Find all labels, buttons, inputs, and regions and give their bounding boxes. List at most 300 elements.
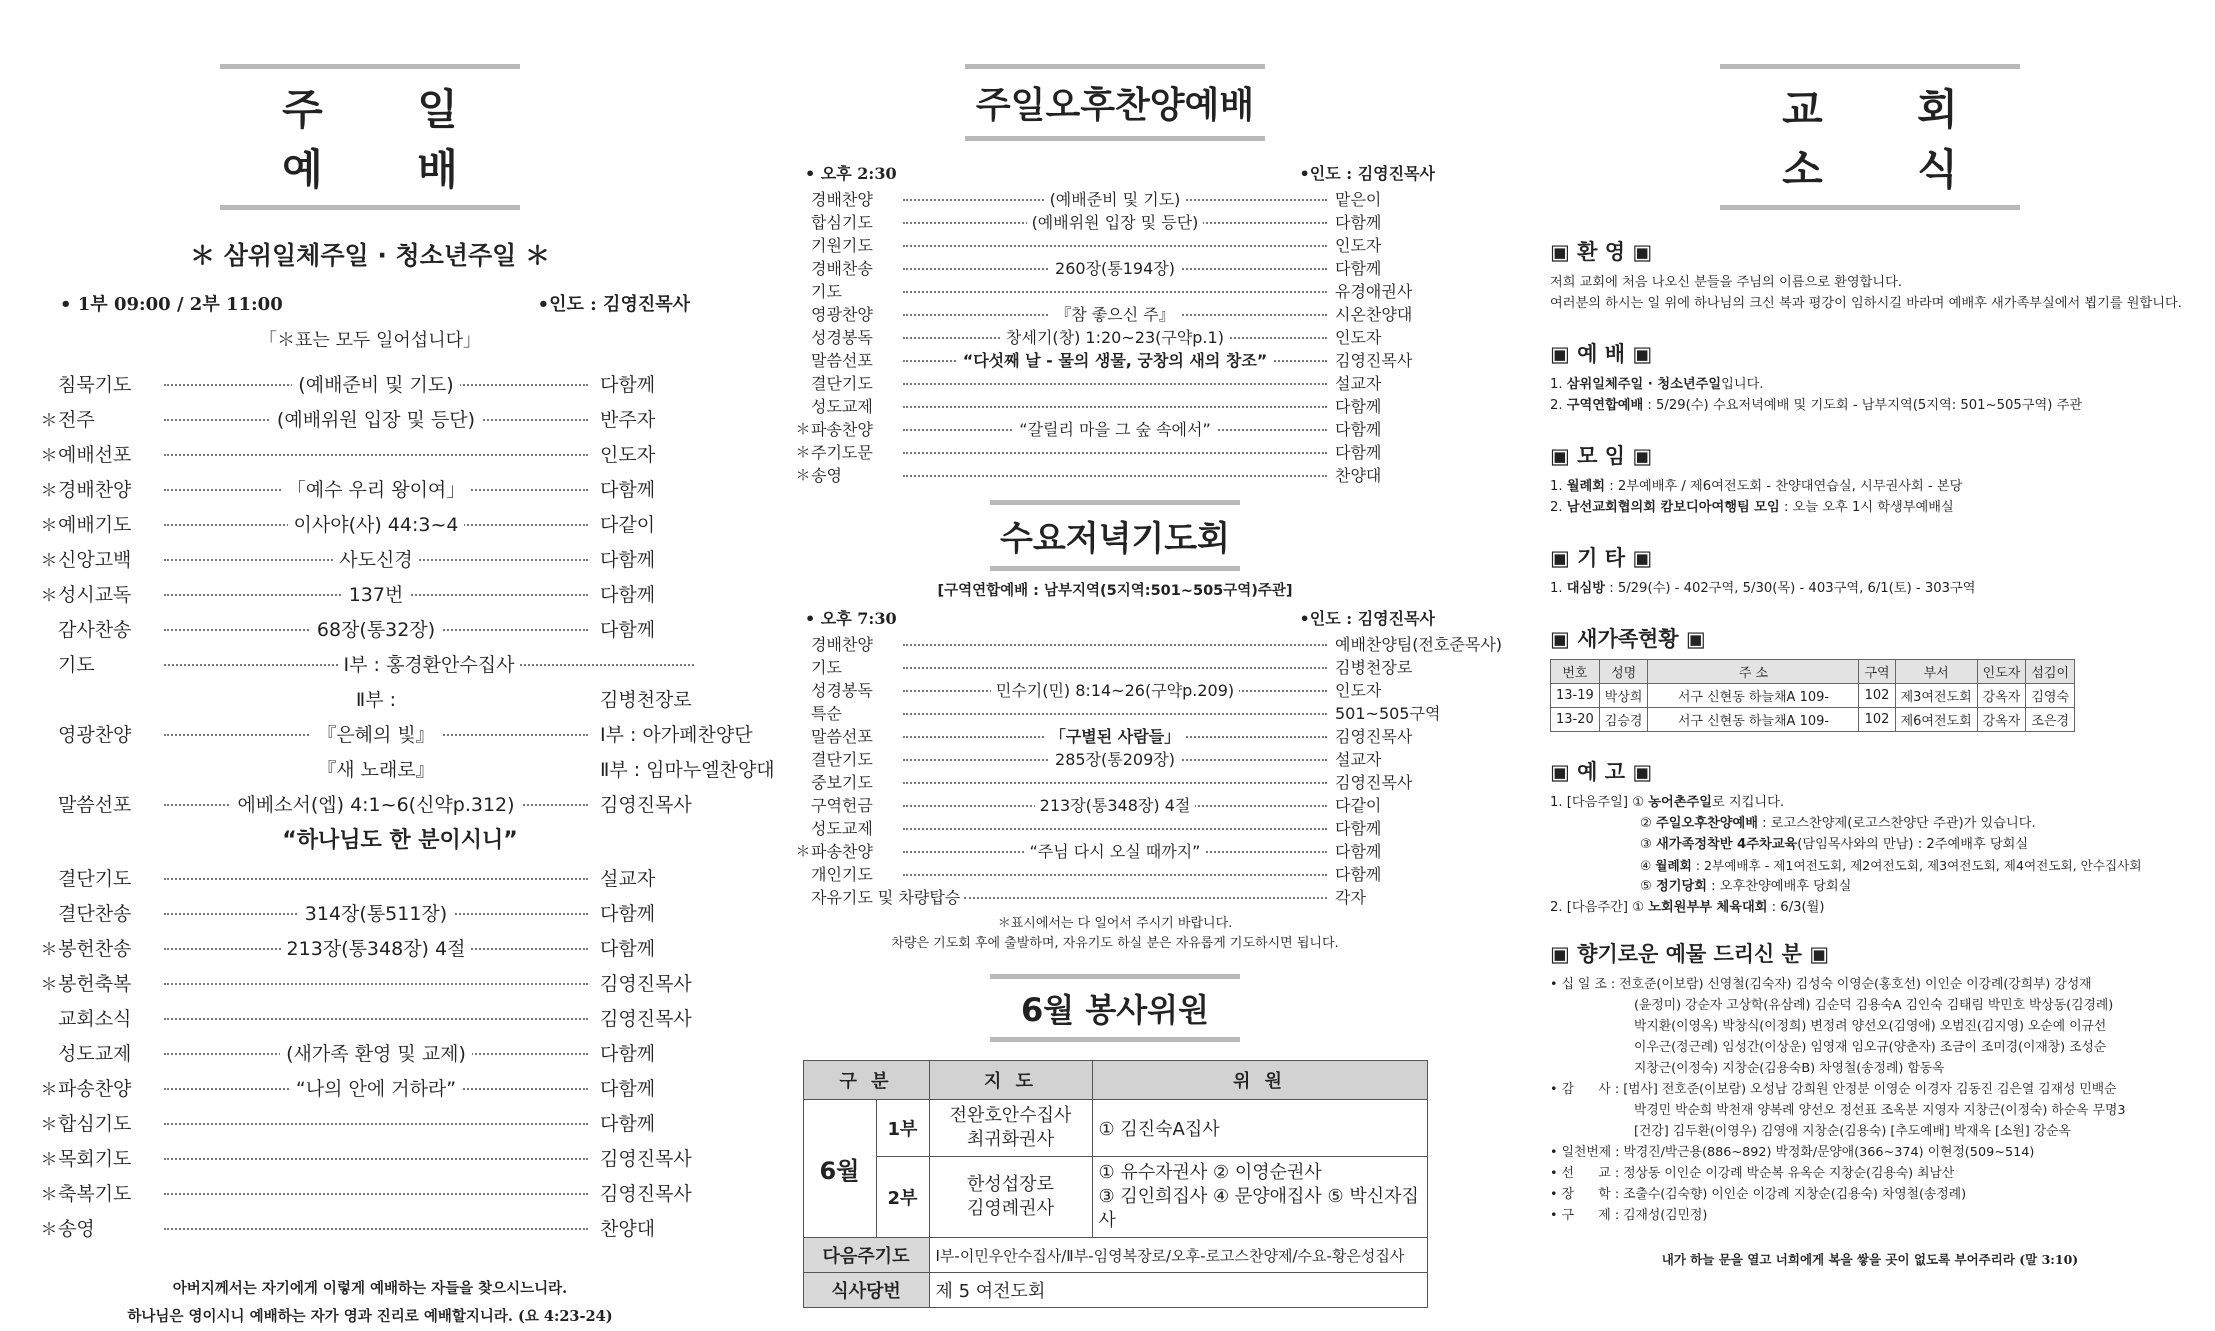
month-cell: 6월: [803, 1100, 876, 1238]
afternoon-time: • 오후 2:30: [805, 164, 897, 183]
order-item-name: 파송찬양: [811, 842, 873, 861]
order-dotted-leader: [158, 366, 594, 401]
new-family-heading: ▣ 새가족현황 ▣: [1550, 627, 1706, 651]
order-row: [795, 440, 1435, 463]
order-row: [795, 862, 1435, 885]
order-item-name: 결단기도: [811, 750, 873, 769]
order-item-leader: 다함께: [594, 899, 700, 926]
order-item-name: 결단기도: [811, 374, 873, 393]
verse-line-1: 아버지께서는 자기에게 이렇게 예배하는 자들을 찾으시느니라.: [172, 1280, 568, 1297]
meal-duty-label: 식사당번: [803, 1273, 929, 1308]
welcome-heading: ▣ 환 영 ▣: [1550, 240, 1653, 264]
order-row: [795, 632, 1503, 655]
closing-verse: 내가 하늘 문을 열고 너희에게 복을 쌓을 곳이 없도록 부어주리라 (말 3:10): [1661, 1252, 2079, 1267]
order-dotted-leader: [899, 747, 1331, 770]
order-row: [795, 839, 1435, 862]
order-item-name: 송영: [58, 1218, 95, 1240]
part1-members: ① 김진숙A집사: [1092, 1100, 1427, 1157]
other-line-1: 1. 대심방 : 5/29(수) - 402구역, 5/30(목) - 403구역, 6/1(토) - 303구역: [1550, 581, 1976, 596]
new-family-header: 구역: [1859, 660, 1895, 684]
afternoon-worship-title: 주일오후찬양예배: [975, 85, 1255, 126]
order-dotted-leader: [158, 930, 594, 965]
offering-burnt-1000: • 일천번제 : 박경진/박근용(886~892) 박정화/문양애(366~374) 이현정(509~514): [1550, 1145, 2035, 1160]
order-row: [40, 1000, 700, 1035]
order-item-leader: 다함께: [1331, 862, 1435, 885]
sunday-worship-column: [40, 0, 775, 1325]
order-item-detail: 이사야(사) 44:3~4: [288, 510, 465, 537]
offering-tithe-2: (윤정미) 강순자 고상학(유삼례) 김순덕 김용숙A 김인숙 김태림 박민호 박상동(김경례): [1634, 998, 2114, 1013]
order-item-detail: (예배위원 입장 및 등단): [1027, 210, 1204, 233]
order-row: [40, 401, 700, 436]
order-dotted-leader: [158, 436, 594, 471]
standing-star: ＊: [40, 940, 58, 960]
order-item-leader: 김병천장로: [1331, 655, 1435, 678]
order-item-leader: 다함께: [594, 475, 700, 502]
order-item-leader: 김영진목사: [1331, 724, 1435, 747]
order-row: [40, 860, 700, 895]
part1-guide: 전완호안수집사 최귀화권사: [929, 1100, 1092, 1157]
order-item-detail: 213장(통348장) 4절: [1035, 793, 1196, 816]
order-item-leader: 반주자: [594, 405, 700, 432]
order-dotted-leader: [899, 210, 1331, 233]
worship-section: [1550, 338, 2190, 416]
order-item-leader: 김영진목사: [594, 1144, 700, 1171]
order-dotted-leader: [158, 1175, 594, 1210]
order-item-name: 개인기도: [811, 865, 873, 884]
order-row: [40, 1035, 700, 1070]
sunday-subtitle: ＊ 삼위일체주일 · 청소년주일 ＊: [190, 241, 550, 270]
order-row: [795, 655, 1435, 678]
order-item-leader: 다같이: [1331, 793, 1435, 816]
order-row: [40, 930, 700, 965]
order-item-detail: (예배준비 및 기도): [1045, 187, 1186, 210]
order-item-detail: 260장(통194장): [1050, 256, 1180, 279]
order-item-leader: 김영진목사: [594, 1004, 700, 1031]
order-item-detail: 137번: [343, 580, 410, 607]
order-item-leader: 다함께: [594, 1109, 700, 1136]
offering-tithe-3: 박지환(이영옥) 박창식(이정희) 변정려 양선오(김영애) 오범진(김지영) 오순예 이규선: [1634, 1019, 2107, 1034]
order-item-name: 성경봉독: [811, 328, 873, 347]
order-item-name: 전주: [58, 409, 95, 431]
order-item-leader: 설교자: [594, 864, 700, 891]
order-dotted-leader: [158, 751, 594, 786]
order-item-leader: 유경애권사: [1331, 279, 1435, 302]
order-item-leader: 예배찬양팀(전호준목사): [1331, 632, 1435, 655]
preview-line-2: ② 주일오후찬양예배 : 로고스찬양제(로고스찬양단 주관)가 있습니다.: [1640, 816, 2036, 831]
part2-cell: 2부: [876, 1157, 929, 1238]
order-dotted-leader: [158, 541, 594, 576]
order-item-name: 예배기도: [58, 514, 132, 536]
part2-members-line2: ③ 김인희집사 ④ 문양애집사 ⑤ 박신자집사: [1098, 1186, 1419, 1231]
order-dotted-leader: [158, 1000, 594, 1035]
order-item-detail: “갈릴리 마을 그 숲 속에서”: [1014, 417, 1215, 440]
new-family-cell: 박상희: [1599, 684, 1648, 708]
order-row: [40, 646, 700, 681]
order-item-name: 경배찬송: [811, 259, 873, 278]
offering-thanks-2: 박경민 박순희 박천재 양복례 양선오 정선표 조옥분 지영자 지창근(이정숙) 하순옥 무명3: [1634, 1103, 2126, 1118]
order-item-detail: 『은혜의 빛』: [311, 720, 440, 747]
order-row: [40, 436, 700, 471]
new-family-cell: 제3여전도회: [1895, 684, 1977, 708]
part1-cell: 1부: [876, 1100, 929, 1157]
standing-star: ＊: [40, 411, 58, 431]
order-dotted-leader: [899, 325, 1331, 348]
order-item-leader: 다함께: [594, 1074, 700, 1101]
order-dotted-leader: [899, 233, 1331, 256]
order-dotted-leader: [158, 611, 594, 646]
preview-line-3: ③ 새가족정착반 4주차교육(담임목사와의 만남) : 2주예배후 당회실: [1640, 837, 2029, 852]
order-item-name: 성경봉독: [811, 681, 873, 700]
order-item-leader: 다함께: [1331, 210, 1435, 233]
order-item-name: 기도: [811, 282, 842, 301]
service-members-table: [803, 1060, 1428, 1308]
order-dotted-leader: [899, 770, 1331, 793]
order-dotted-leader: [158, 681, 594, 716]
church-news-banner: [1720, 64, 2020, 210]
district-assoc-note: [구역연합예배 : 남부지역(5지역:501~505구역)주관]: [937, 583, 1293, 599]
wednesday-order: [795, 632, 1503, 908]
worship-line-1: 1. 삼위일체주일 · 청소년주일입니다.: [1550, 377, 1764, 392]
other-heading: ▣ 기 타 ▣: [1550, 546, 1653, 570]
worship-heading: ▣ 예 배 ▣: [1550, 342, 1653, 366]
worship-order-continued: [40, 860, 700, 1245]
standing-notice: ＊표시에서는 다 일어서 주시기 바랍니다.: [997, 916, 1233, 931]
welcome-section: [1550, 236, 2190, 314]
part2-guide: 한성섭장로 김영례권사: [929, 1157, 1092, 1238]
order-item-detail: 민수기(민) 8:14~26(구약p.209): [991, 678, 1239, 701]
order-item-leader: 다같이: [594, 510, 700, 537]
order-item-leader: 다함께: [594, 545, 700, 572]
offering-mission: • 선 교 : 정상동 이인순 이강례 박순복 유옥순 지창순(김용숙) 최남산: [1550, 1166, 1955, 1181]
order-row: [40, 576, 700, 611]
order-item-leader: 찬양대: [1331, 463, 1435, 486]
order-item-detail: 285장(통209장): [1050, 747, 1180, 770]
new-family-cell: 김영숙: [2026, 684, 2075, 708]
preview-line-6: 2. [다음주간] ① 노회원부부 체육대회 : 6/3(월): [1550, 900, 1825, 915]
order-row: [795, 793, 1435, 816]
offering-thanks-1: • 감 사 : [범사] 전호준(이보람) 오성남 강희원 안정분 이영순 이경자 김동진 김은열 김재성 민백순: [1550, 1082, 2117, 1097]
service-meta: [40, 290, 700, 322]
new-family-cell: 강옥자: [1977, 684, 2026, 708]
order-item-name: 성도교제: [811, 397, 873, 416]
meeting-section: [1550, 440, 2190, 518]
order-item-name: 파송찬양: [58, 1078, 132, 1100]
order-item-leader: 다함께: [1331, 256, 1435, 279]
standing-star: ＊: [40, 1115, 58, 1135]
new-family-row: [1551, 684, 2075, 708]
order-row: [795, 885, 1435, 908]
order-item-name: 성시교독: [58, 584, 132, 606]
order-item-name: 기도: [811, 658, 842, 677]
order-item-leader: 다함께: [1331, 394, 1435, 417]
order-item-name: 구역헌금: [811, 796, 873, 815]
order-item-name: 성도교제: [58, 1043, 132, 1065]
order-item-detail: Ⅰ부 : 홍경환안수집사: [338, 650, 521, 677]
order-item-name: 침묵기도: [58, 374, 132, 396]
order-item-name: 말씀선포: [811, 727, 873, 746]
next-prayer-value: Ⅰ부-이민우안수집사/Ⅱ부-임영복장로/오후-로고스찬양제/수요-황은성집사: [929, 1238, 1427, 1273]
order-dotted-leader: [899, 816, 1331, 839]
order-row: [795, 371, 1435, 394]
order-item-detail: “주님 다시 오실 때까지”: [1025, 839, 1206, 862]
standing-star: ＊: [40, 975, 58, 995]
order-item-name: 송영: [811, 466, 842, 485]
order-row: [40, 611, 700, 646]
order-item-detail: Ⅱ부 :: [350, 685, 402, 712]
new-family-section: [1550, 623, 2190, 732]
order-row: [795, 678, 1435, 701]
wednesday-banner: [990, 500, 1240, 571]
order-item-name: 기도: [58, 654, 95, 676]
order-item-name: 목회기도: [58, 1148, 132, 1170]
new-family-header: 성명: [1599, 660, 1648, 684]
order-item-leader: 인도자: [1331, 233, 1435, 256]
order-item-leader: 김영진목사: [594, 790, 700, 817]
order-item-detail: 213장(통348장) 4절: [281, 934, 472, 961]
order-row: [40, 506, 700, 541]
new-family-header: 번호: [1551, 660, 1600, 684]
new-family-cell: 제6여전도회: [1895, 708, 1977, 732]
order-row: [40, 716, 753, 751]
preview-line-4: ④ 월례회 : 2부예배후 - 제1여전도회, 제2여전도회, 제3여전도회, 제4여전도회, 안수집사회: [1640, 858, 2142, 873]
order-dotted-leader: [899, 793, 1331, 816]
preview-section: [1550, 756, 2190, 918]
standing-star: ＊: [40, 446, 58, 466]
order-item-name: 성도교제: [811, 819, 873, 838]
service-time: • 1부 09:00 / 2부 11:00: [60, 294, 283, 315]
order-item-leader: 인도자: [1331, 325, 1435, 348]
new-family-header: 부서: [1895, 660, 1977, 684]
order-item-name: 결단기도: [58, 868, 132, 890]
new-family-cell: 13-19: [1551, 684, 1600, 708]
new-family-cell: 102: [1859, 684, 1895, 708]
order-dotted-leader: [899, 632, 1331, 655]
order-row: [795, 233, 1435, 256]
worship-line-2: 2. 구역연합예배 : 5/29(수) 수요저녁예배 및 기도회 - 남부지역(5지역: 501~505구역) 주관: [1550, 398, 2083, 413]
new-family-cell: 서구 신현동 하늘채A 109-: [1648, 684, 1859, 708]
order-item-leader: 501~505구역: [1331, 701, 1435, 724]
order-dotted-leader: [158, 401, 594, 436]
order-item-name: 축복기도: [58, 1183, 132, 1205]
order-dotted-leader: [899, 371, 1331, 394]
order-item-detail: 사도신경: [333, 545, 418, 572]
offering-tithe-4: 이우근(정근례) 임성간(이상운) 임영재 임오규(양춘자) 조금이 조미경(이재창) 조성순: [1634, 1040, 2107, 1055]
verse-line-2: 하나님은 영이시니 예배하는 자가 영과 진리로 예배할지니라. (요 4:23-24): [127, 1308, 613, 1325]
order-item-name: 예배선포: [58, 444, 132, 466]
wednesday-time: • 오후 7:30: [805, 609, 897, 628]
offering-tithe-5: 지창근(이정숙) 지창순(김용숙B) 차영철(송정례) 함동옥: [1634, 1061, 1945, 1076]
order-item-leader: 인도자: [1331, 678, 1435, 701]
order-row: [40, 965, 700, 1000]
order-row: [795, 256, 1435, 279]
order-item-name: 기원기도: [811, 236, 873, 255]
service-leader: •인도 : 김영진목사: [537, 294, 690, 315]
order-item-leader: 인도자: [594, 440, 700, 467]
new-family-cell: 13-20: [1551, 708, 1600, 732]
order-dotted-leader: [899, 348, 1331, 371]
new-family-cell: 김승경: [1599, 708, 1648, 732]
order-row: [40, 366, 700, 401]
new-family-header: 인도자: [1977, 660, 2026, 684]
order-row: [795, 187, 1435, 210]
standing-star: ＊: [40, 1185, 58, 1205]
order-dotted-leader: [899, 417, 1331, 440]
offering-tithe-1: • 십 일 조 : 전호준(이보람) 신영철(김숙자) 김성숙 이영순(홍호선) 이인순 이강례(강희부) 강성재: [1550, 977, 2092, 992]
order-row: [795, 417, 1435, 440]
order-row: [40, 895, 700, 930]
order-row: [40, 681, 700, 716]
order-item-leader: 김영진목사: [1331, 348, 1435, 371]
new-family-row: [1551, 708, 2075, 732]
order-item-name: 감사찬송: [58, 619, 132, 641]
order-item-leader: 각자: [1331, 885, 1435, 908]
order-item-leader: 다함께: [594, 370, 700, 397]
new-family-cell: 102: [1859, 708, 1895, 732]
order-item-leader: 김영진목사: [1331, 770, 1435, 793]
order-item-detail: 『참 좋으신 주』: [1050, 302, 1179, 325]
order-item-detail: 68장(통32장): [311, 615, 441, 642]
th-guide: 지 도: [929, 1061, 1092, 1100]
order-item-name: 봉헌축복: [58, 973, 132, 995]
order-item-leader: 찬양대: [594, 1214, 700, 1241]
welcome-line-2: 여러분의 하시는 일 위에 하나님의 크신 복과 평강이 임하시길 바라며 예배후 새가족부실에서 뵙기를 원합니다.: [1550, 296, 2182, 311]
afternoon-worship-banner: [965, 64, 1265, 141]
scripture-verse: [40, 1275, 700, 1331]
new-family-cell: 서구 신현동 하늘채A 109-: [1648, 708, 1859, 732]
order-dotted-leader: [899, 394, 1331, 417]
order-dotted-leader: [158, 1035, 594, 1070]
welcome-line-1: 저희 교회에 처음 나오신 분들을 주님의 이름으로 환영합니다.: [1550, 275, 1903, 290]
order-item-name: 말씀선포: [58, 794, 132, 816]
order-dotted-leader: [899, 302, 1331, 325]
order-item-leader: Ⅱ부 : 임마누엘찬양대: [594, 755, 700, 782]
offering-scholarship: • 장 학 : 조출수(김숙향) 이인순 이강례 지창순(김용숙) 차영철(송정례): [1550, 1187, 1967, 1202]
standing-star: ＊: [795, 420, 811, 438]
order-dotted-leader: [158, 1140, 594, 1175]
order-row: [795, 210, 1435, 233]
church-news-title: 교 회 소 식: [1782, 85, 1998, 194]
order-dotted-leader: [899, 655, 1331, 678]
order-item-name: 결단찬송: [58, 903, 132, 925]
order-item-name: 자유기도 및 차량탑승: [811, 888, 961, 907]
order-item-name: 봉헌찬송: [58, 938, 132, 960]
order-item-detail: (새가족 환영 및 교제): [280, 1039, 472, 1066]
order-dotted-leader: [158, 646, 700, 681]
other-section: [1550, 542, 2190, 599]
preview-line-1: 1. [다음주일] ① 농어촌주일로 지킵니다.: [1550, 795, 1785, 810]
service-members-banner: [990, 974, 1240, 1042]
order-dotted-leader: [899, 862, 1331, 885]
wednesday-notes: [795, 914, 1435, 954]
afternoon-meta: [795, 161, 1435, 187]
new-family-header: 주 소: [1648, 660, 1859, 684]
order-item-detail: “다섯째 날 - 물의 생물, 궁창의 새의 창조”: [958, 348, 1273, 371]
wednesday-title: 수요저녁기도회: [1000, 519, 1230, 559]
order-row: [795, 302, 1435, 325]
wednesday-leader: •인도 : 김영진목사: [1299, 609, 1435, 628]
order-item-detail: 「예수 우리 왕이여」: [281, 475, 472, 502]
order-item-detail: 에베소서(엡) 4:1~6(신약p.312): [231, 790, 520, 817]
order-dotted-leader: [158, 786, 594, 821]
order-row: [795, 770, 1435, 793]
order-item-detail: 「구별된 사람들」: [1045, 724, 1185, 747]
new-family-cell: 조은경: [2026, 708, 2075, 732]
order-row: [795, 394, 1435, 417]
order-item-leader: 다함께: [594, 934, 700, 961]
standing-star: ＊: [40, 586, 58, 606]
order-row: [795, 747, 1435, 770]
order-item-detail: “나의 안에 거하라”: [290, 1074, 462, 1101]
order-item-leader: 김병천장로: [594, 685, 700, 712]
order-item-leader: 설교자: [1331, 747, 1435, 770]
vehicle-notice: 차량은 기도회 후에 출발하며, 자유기도 하실 분은 자유롭게 기도하시면 됩니다.: [891, 936, 1339, 951]
order-item-name: 말씀선포: [811, 351, 873, 370]
standing-note: 「＊표는 모두 일어섭니다」: [259, 330, 481, 351]
order-item-name: 영광찬양: [58, 724, 132, 746]
standing-star: ＊: [40, 1080, 58, 1100]
order-item-name: 특순: [811, 704, 842, 723]
order-dotted-leader: [899, 256, 1331, 279]
order-item-leader: 설교자: [1331, 371, 1435, 394]
order-item-name: 합심기도: [58, 1113, 132, 1135]
order-dotted-leader: [158, 1105, 594, 1140]
order-item-leader: 맡은이: [1331, 187, 1435, 210]
order-item-name: 경배찬양: [811, 190, 873, 209]
order-item-leader: 다함께: [594, 615, 700, 642]
order-item-name: 영광찬양: [811, 305, 873, 324]
order-row: [795, 701, 1441, 724]
new-family-header: 섬김이: [2026, 660, 2075, 684]
afternoon-leader: •인도 : 김영진목사: [1299, 164, 1435, 183]
order-item-leader: 다함께: [594, 1039, 700, 1066]
order-item-detail: 314장(통511장): [299, 899, 453, 926]
order-row: [40, 1070, 700, 1105]
offering-relief: • 구 제 : 김재성(김민정): [1550, 1208, 1708, 1223]
afternoon-column: [795, 0, 1503, 1302]
part2-members-line1: ① 유수자권사 ② 이영순권사: [1098, 1162, 1322, 1183]
order-dotted-leader: [899, 701, 1331, 724]
part2-members: [1092, 1157, 1427, 1238]
meeting-line-2: 2. 남선교회협의회 캄보디아여행팀 모임 : 오늘 오후 1시 학생부예배실: [1550, 500, 1954, 515]
order-item-detail: (예배준비 및 기도): [292, 370, 459, 397]
th-members: 위 원: [1092, 1061, 1427, 1100]
offering-thanks-3: [건강] 김두환(이영우) 김영애 지창순(김용숙) [추도예배] 박재옥 [소원] 강순옥: [1634, 1124, 2071, 1139]
meeting-heading: ▣ 모 임 ▣: [1550, 444, 1653, 468]
order-row: [795, 463, 1435, 486]
standing-star: ＊: [795, 842, 811, 860]
order-row: [40, 1105, 700, 1140]
order-item-leader: 다함께: [594, 580, 700, 607]
order-item-leader: 다함께: [1331, 816, 1435, 839]
order-item-name: 중보기도: [811, 773, 873, 792]
order-dotted-leader: [158, 965, 594, 1000]
new-family-table: [1550, 659, 2075, 732]
worship-order: [40, 366, 775, 821]
order-item-name: 신앙고백: [58, 549, 132, 571]
order-row: [40, 471, 700, 506]
order-item-leader: 다함께: [1331, 417, 1435, 440]
standing-star: ＊: [40, 1150, 58, 1170]
order-dotted-leader: [899, 279, 1331, 302]
order-item-leader: 다함께: [1331, 440, 1435, 463]
new-family-cell: 강옥자: [1977, 708, 2026, 732]
standing-star: ＊: [795, 466, 811, 484]
order-row: [40, 786, 700, 821]
preview-line-5: ⑤ 정기당회 : 오후찬양예배후 당회실: [1640, 879, 1852, 894]
order-dotted-leader: [158, 860, 594, 895]
order-dotted-leader: [899, 187, 1331, 210]
sermon-title: “하나님도 한 분이시니”: [282, 828, 518, 853]
